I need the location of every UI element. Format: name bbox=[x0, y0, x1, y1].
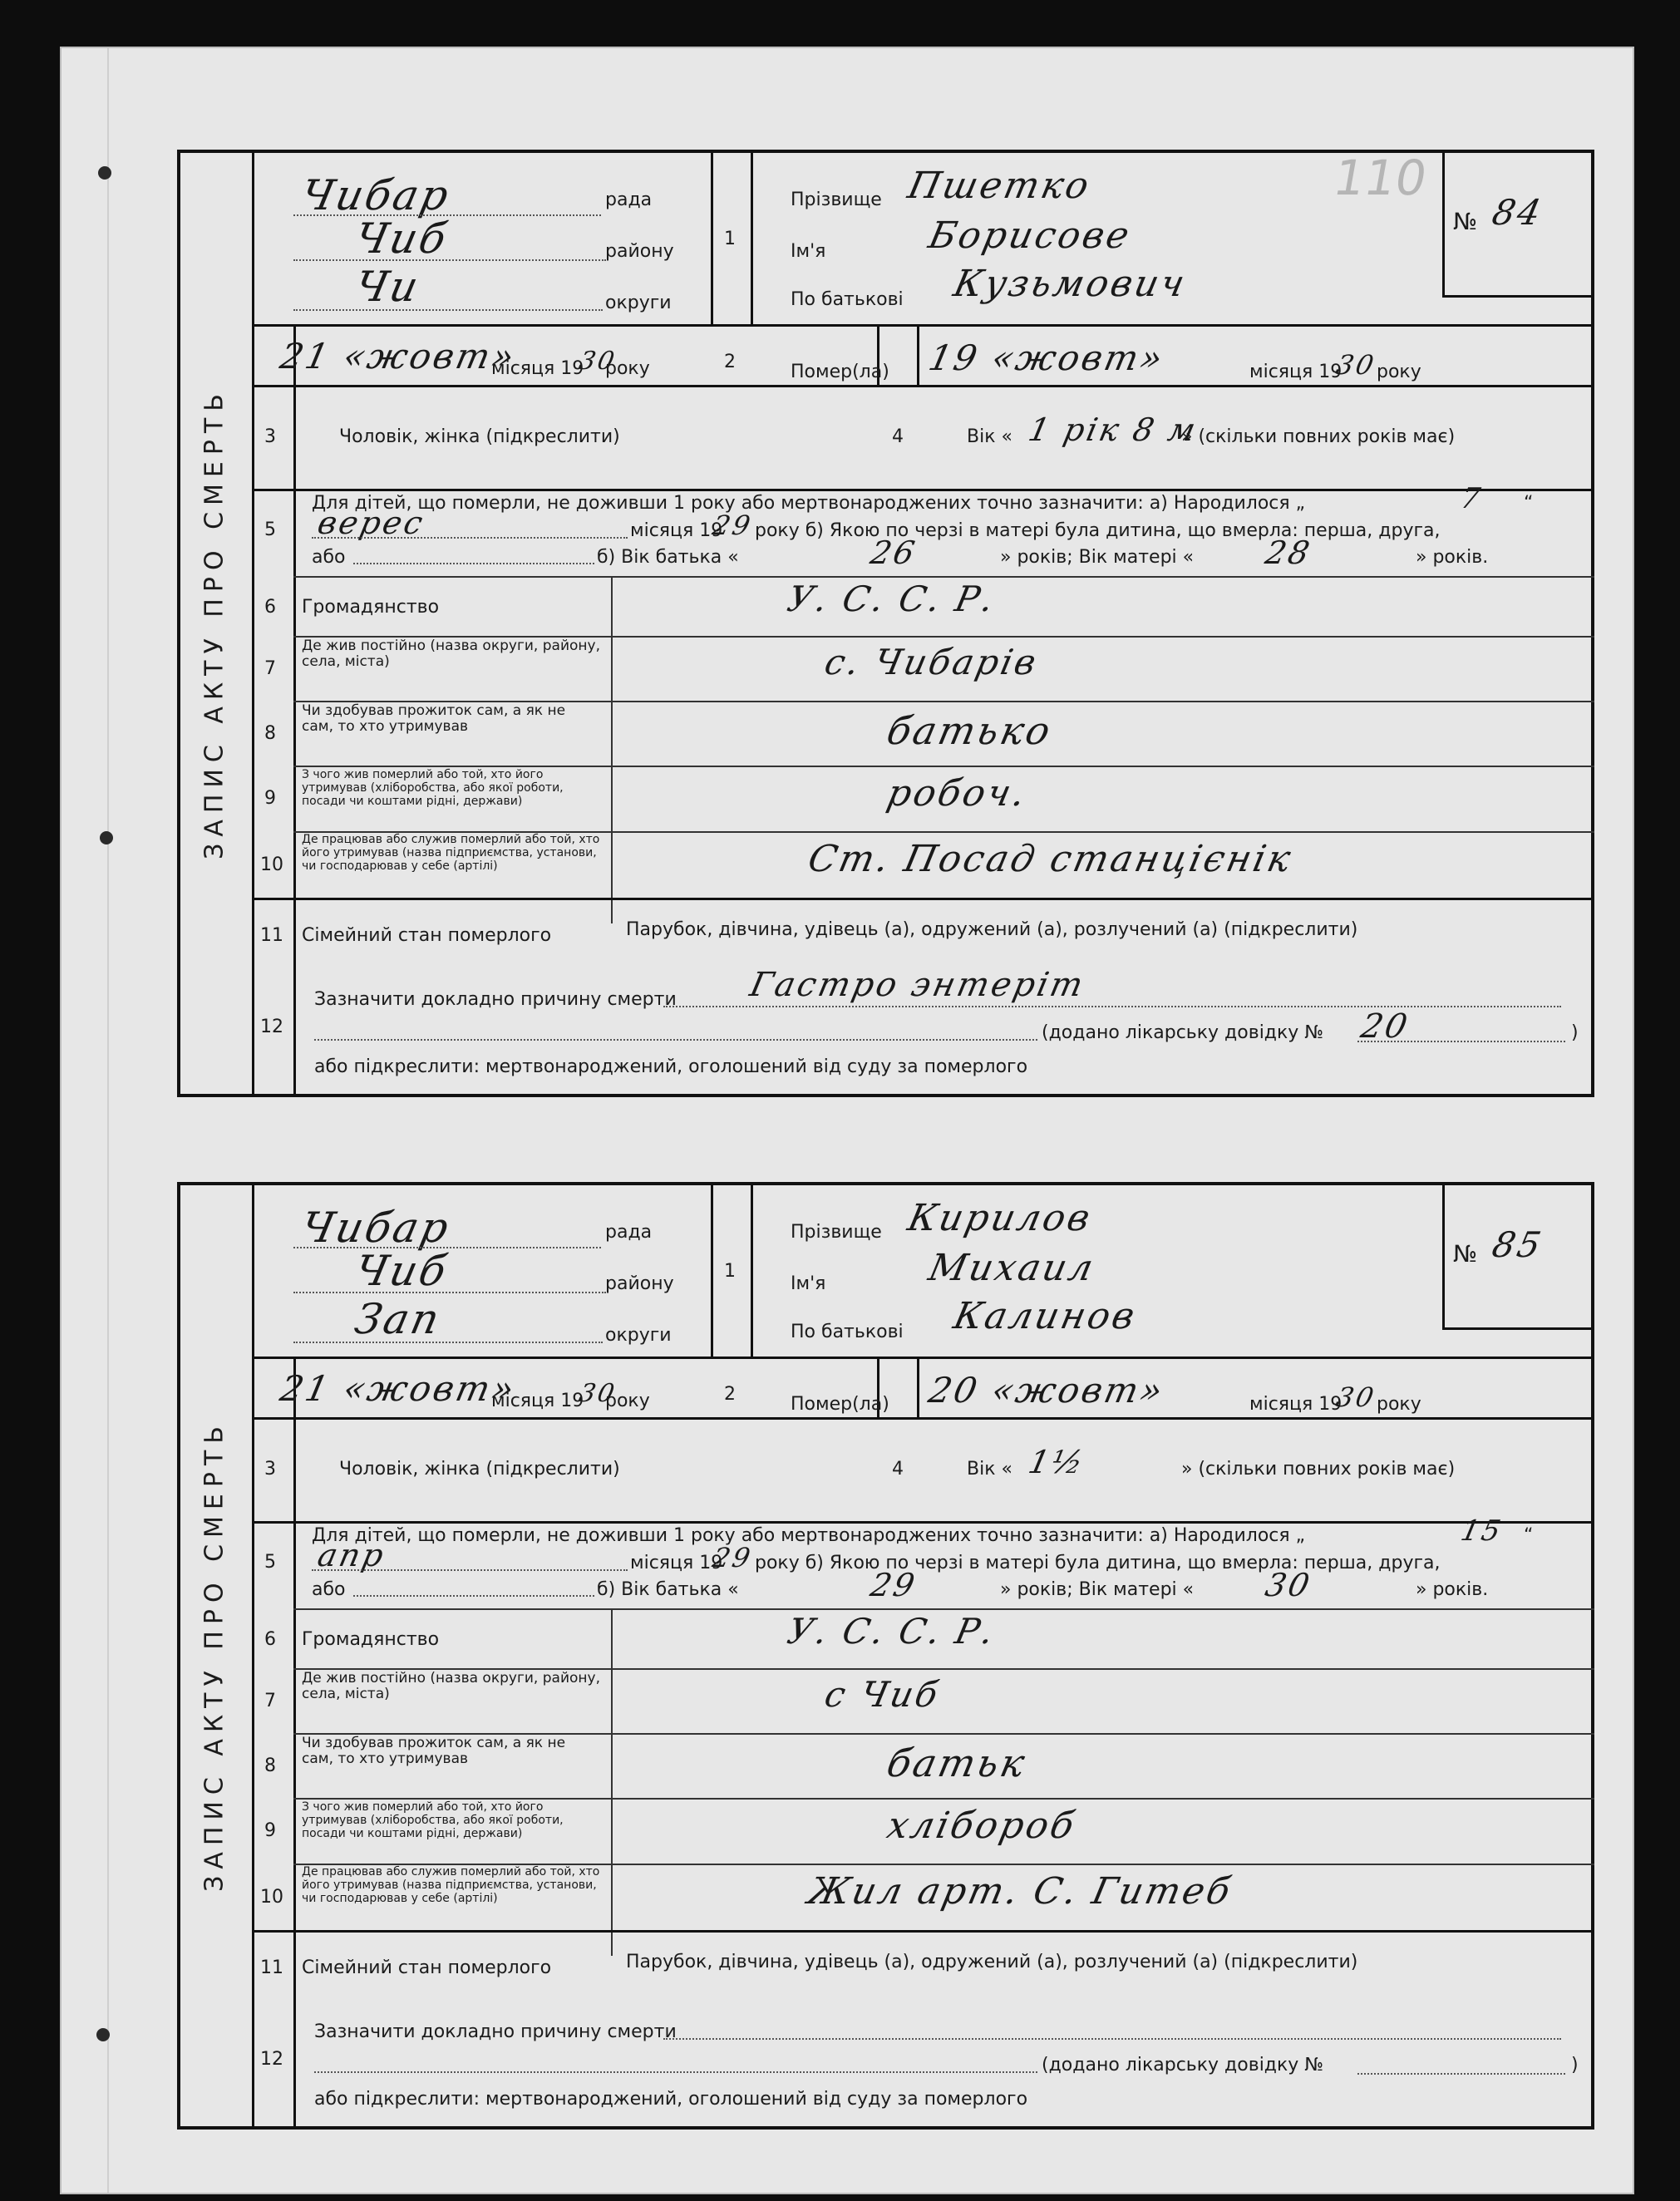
sex-label: Чоловік, жінка (підкреслити) bbox=[339, 1459, 620, 1480]
fill-in-line bbox=[293, 1342, 603, 1343]
row-number: 10 bbox=[260, 854, 283, 875]
okrugy-label: округи bbox=[605, 293, 672, 313]
side-title-text: ЗАПИС АКТУ ПРО СМЕРТЬ bbox=[200, 1420, 229, 1892]
age-value: 1 рік 8 м bbox=[1025, 411, 1201, 448]
residence-value: с Чиб bbox=[820, 1674, 944, 1715]
row-number: 6 bbox=[264, 597, 276, 618]
row-number: 11 bbox=[260, 1957, 283, 1978]
died-label: Помер(ла) bbox=[791, 1394, 889, 1415]
table-rule bbox=[293, 576, 1594, 578]
table-rule bbox=[711, 150, 713, 324]
fill-in-line bbox=[663, 2038, 1561, 2040]
support-label: Чи здобував прожиток сам, а як не сам, то хто утримував bbox=[302, 702, 566, 735]
livelihood-label: З чого жив померлий або той, хто його утримував (хліборобства, або якої роботи, посади чи коштами рідні, держави) bbox=[302, 1800, 564, 1840]
support-value: батько bbox=[883, 708, 1057, 753]
patronymic-value: Кузьмович bbox=[949, 263, 1191, 305]
fill-in-line bbox=[312, 537, 628, 539]
livelihood-value: хлібороб bbox=[883, 1805, 1081, 1847]
workplace-value: Жил арт. С. Гитеб bbox=[804, 1870, 1237, 1913]
support-value: батьк bbox=[883, 1741, 1032, 1785]
certificate-label: (додано лікарську довідку № bbox=[1042, 2055, 1324, 2075]
row-number: 3 bbox=[264, 426, 276, 447]
death-year-label: року bbox=[1377, 362, 1421, 382]
fill-in-line bbox=[314, 2071, 1037, 2073]
table-rule bbox=[293, 324, 296, 1097]
death-year: 30 bbox=[1333, 1381, 1379, 1413]
mother-age-tail: » років. bbox=[1416, 1579, 1489, 1600]
table-rule bbox=[252, 1182, 254, 2130]
certificate-label: (додано лікарську довідку № bbox=[1042, 1022, 1324, 1043]
fill-in-line bbox=[293, 259, 606, 261]
age-label: Вік « bbox=[967, 426, 1012, 447]
fill-in-line bbox=[293, 1292, 606, 1293]
table-rule bbox=[252, 489, 1594, 491]
fill-in-line bbox=[312, 1569, 628, 1571]
row-number: 1 bbox=[724, 229, 736, 249]
child-note-line2: року б) Якою по черзі в матері була дитина, що вмерла: перша, друга, bbox=[755, 520, 1441, 541]
citizenship-value: У. С. С. Р. bbox=[783, 579, 1000, 619]
row-number: 7 bbox=[264, 1691, 276, 1711]
support-label: Чи здобував прожиток сам, а як не сам, то хто утримував bbox=[302, 1735, 566, 1767]
born-year: 29 bbox=[709, 1542, 756, 1573]
born-month: верес bbox=[314, 505, 429, 541]
death-year-label: року bbox=[1377, 1394, 1421, 1415]
table-rule bbox=[293, 1357, 296, 2130]
row-number: 11 bbox=[260, 925, 283, 946]
table-rule bbox=[711, 1182, 713, 1357]
row-number: 6 bbox=[264, 1629, 276, 1650]
residence-label: Де жив постійно (назва округи, району, села, міста) bbox=[302, 638, 600, 670]
died-label: Помер(ла) bbox=[791, 362, 889, 382]
child-note-line2: року б) Якою по черзі в матері була дитина, що вмерла: перша, друга, bbox=[755, 1553, 1441, 1573]
record-number-value: 84 bbox=[1488, 192, 1547, 233]
livelihood-value: робоч. bbox=[883, 772, 1032, 815]
rayonu-label: району bbox=[605, 241, 674, 262]
surname-label: Прізвище bbox=[791, 190, 882, 210]
okruha-value: Чи bbox=[350, 263, 426, 311]
mother-age-tail: » років. bbox=[1416, 547, 1489, 568]
death-record-1 bbox=[177, 150, 1594, 1097]
surname-value: Пшетко bbox=[904, 165, 1096, 207]
name-label: Ім'я bbox=[791, 1273, 826, 1294]
table-rule bbox=[917, 324, 919, 385]
child-note-or: або bbox=[312, 1579, 346, 1600]
table-rule bbox=[1442, 1327, 1594, 1330]
record-side-title bbox=[177, 1182, 252, 2130]
surname-value: Кирилов bbox=[904, 1197, 1096, 1239]
table-rule bbox=[751, 1182, 753, 1357]
registration-year: 30 bbox=[576, 1379, 620, 1408]
punch-hole bbox=[96, 2028, 110, 2041]
table-rule bbox=[252, 1357, 711, 1359]
residence-label: Де жив постійно (назва округи, району, села, міста) bbox=[302, 1670, 600, 1702]
marital-options: Парубок, дівчина, удівець (а), одружений (а), розлучений (а) (підкреслити) bbox=[626, 1952, 1358, 1972]
reg-year-label: року bbox=[605, 358, 650, 379]
table-rule bbox=[611, 1608, 613, 1956]
age-value: 1½ bbox=[1025, 1444, 1089, 1480]
age-label: Вік « bbox=[967, 1459, 1012, 1480]
record-number-label: № bbox=[1453, 1240, 1478, 1268]
row-number: 1 bbox=[724, 1261, 736, 1282]
table-rule bbox=[252, 898, 1594, 900]
table-rule bbox=[293, 1608, 1594, 1610]
mother-age: 30 bbox=[1262, 1567, 1316, 1603]
row-number: 12 bbox=[260, 1017, 283, 1037]
table-rule bbox=[1442, 1182, 1445, 1327]
table-rule bbox=[252, 1417, 1594, 1420]
reg-month-label: місяця 19 bbox=[491, 1391, 584, 1411]
form-text: ) bbox=[1571, 1022, 1579, 1043]
father-age: 29 bbox=[867, 1567, 921, 1603]
patronymic-label: По батькові bbox=[791, 1322, 904, 1342]
pencil-sheet-number: 110 bbox=[1329, 150, 1431, 206]
rayon-value: Чиб bbox=[350, 214, 453, 263]
table-rule bbox=[917, 1357, 919, 1417]
mother-age-label: » років; Вік матері « bbox=[1000, 547, 1195, 568]
punch-hole bbox=[100, 831, 113, 844]
child-note-line1: Для дітей, що померли, не доживши 1 року або мертвонароджених точно зазначити: а) Народилося „ bbox=[312, 1525, 1306, 1546]
row-number: 3 bbox=[264, 1459, 276, 1480]
fill-in-line bbox=[353, 1595, 594, 1597]
table-rule bbox=[293, 1798, 1594, 1800]
rayon-value: Чиб bbox=[350, 1247, 453, 1295]
row-number: 5 bbox=[264, 1552, 276, 1573]
table-rule bbox=[1442, 150, 1445, 295]
age-hint: » (скільки повних років має) bbox=[1181, 426, 1456, 447]
table-rule bbox=[252, 1930, 1594, 1933]
fill-in-line bbox=[353, 563, 594, 564]
workplace-label: Де працював або служив померлий або той, хто його утримував (назва підприємства, установи, чи господарював у себе (артілі) bbox=[302, 1865, 600, 1905]
child-note-month-label: місяця 19 bbox=[630, 520, 723, 541]
registration-date: 21 «жовт» bbox=[276, 1368, 520, 1409]
row-number: 5 bbox=[264, 519, 276, 540]
form-text: “ bbox=[1524, 493, 1534, 514]
citizenship-value: У. С. С. Р. bbox=[783, 1611, 1000, 1652]
form-text: ) bbox=[1571, 2055, 1579, 2075]
born-day: 7 bbox=[1457, 482, 1485, 515]
workplace-label: Де працював або служив померлий або той, хто його утримував (назва підприємства, установи, чи господарював у себе (артілі) bbox=[302, 833, 600, 873]
death-month-label: місяця 19 bbox=[1249, 362, 1343, 382]
marital-label: Сімейний стан померлого bbox=[302, 925, 552, 946]
born-month: апр bbox=[314, 1537, 390, 1573]
row-number: 4 bbox=[892, 426, 904, 447]
name-value: Борисове bbox=[924, 214, 1136, 257]
death-year: 30 bbox=[1333, 349, 1379, 381]
row-number: 9 bbox=[264, 1820, 276, 1841]
child-note-or: або bbox=[312, 547, 346, 568]
name-value: Михаил bbox=[924, 1247, 1100, 1289]
father-age: 26 bbox=[867, 534, 921, 571]
rada-label: рада bbox=[605, 1222, 653, 1243]
death-date: 19 «жовт» bbox=[924, 337, 1169, 378]
fill-in-line bbox=[314, 1039, 1037, 1041]
patronymic-label: По батькові bbox=[791, 289, 904, 310]
stillborn-note: або підкреслити: мертвонароджений, оголошений від суду за померлого bbox=[314, 2089, 1028, 2110]
sex-label: Чоловік, жінка (підкреслити) bbox=[339, 426, 620, 447]
marital-label: Сімейний стан померлого bbox=[302, 1957, 552, 1978]
registration-date: 21 «жовт» bbox=[276, 336, 520, 377]
fill-in-line bbox=[1357, 1041, 1565, 1042]
death-record-2 bbox=[177, 1182, 1594, 2130]
side-title-text: ЗАПИС АКТУ ПРО СМЕРТЬ bbox=[200, 387, 229, 859]
rada-value: Чибар bbox=[296, 171, 456, 219]
row-number: 2 bbox=[724, 352, 736, 372]
stillborn-note: або підкреслити: мертвонароджений, оголошений від суду за померлого bbox=[314, 1056, 1028, 1077]
okrugy-label: округи bbox=[605, 1325, 672, 1346]
workplace-value: Ст. Посад станцієнік bbox=[804, 838, 1297, 880]
father-age-label: б) Вік батька « bbox=[597, 1579, 739, 1600]
rada-label: рада bbox=[605, 190, 653, 210]
cause-value: Гастро энтеріт bbox=[746, 966, 1089, 1004]
row-number: 4 bbox=[892, 1459, 904, 1480]
fill-in-line bbox=[1357, 2073, 1565, 2075]
age-hint: » (скільки повних років має) bbox=[1181, 1459, 1456, 1480]
child-note-month-label: місяця 19 bbox=[630, 1553, 723, 1573]
row-number: 8 bbox=[264, 723, 276, 744]
table-rule bbox=[252, 150, 254, 1097]
registration-year: 30 bbox=[576, 347, 620, 376]
form-text: “ bbox=[1524, 1525, 1534, 1546]
certificate-number: 20 bbox=[1357, 1007, 1413, 1046]
okruha-value: Зап bbox=[350, 1295, 446, 1343]
child-note-line1: Для дітей, що померли, не доживши 1 року або мертвонароджених точно зазначити: а) Народилося „ bbox=[312, 493, 1306, 514]
death-month-label: місяця 19 bbox=[1249, 1394, 1343, 1415]
table-rule bbox=[711, 1357, 1594, 1359]
table-rule bbox=[711, 324, 1594, 327]
patronymic-value: Калинов bbox=[949, 1295, 1141, 1337]
table-rule bbox=[293, 766, 1594, 767]
name-label: Ім'я bbox=[791, 241, 826, 262]
reg-month-label: місяця 19 bbox=[491, 358, 584, 379]
row-number: 12 bbox=[260, 2049, 283, 2070]
fill-in-line bbox=[293, 309, 603, 311]
rada-value: Чибар bbox=[296, 1204, 456, 1252]
marital-options: Парубок, дівчина, удівець (а), одружений (а), розлучений (а) (підкреслити) bbox=[626, 919, 1358, 940]
citizenship-label: Громадянство bbox=[302, 597, 440, 618]
punch-hole bbox=[98, 166, 111, 180]
row-number: 10 bbox=[260, 1887, 283, 1908]
table-rule bbox=[252, 1521, 1594, 1524]
death-date: 20 «жовт» bbox=[924, 1370, 1169, 1411]
table-rule bbox=[1442, 295, 1594, 298]
mother-age-label: » років; Вік матері « bbox=[1000, 1579, 1195, 1600]
row-number: 2 bbox=[724, 1384, 736, 1405]
table-rule bbox=[751, 150, 753, 324]
father-age-label: б) Вік батька « bbox=[597, 547, 739, 568]
citizenship-label: Громадянство bbox=[302, 1629, 440, 1650]
fill-in-line bbox=[663, 1006, 1561, 1007]
cause-label: Зазначити докладно причину смерти bbox=[314, 989, 677, 1010]
reg-year-label: року bbox=[605, 1391, 650, 1411]
record-side-title bbox=[177, 150, 252, 1097]
livelihood-label: З чого жив померлий або той, хто його утримував (хліборобства, або якої роботи, посади чи коштами рідні, держави) bbox=[302, 768, 564, 808]
born-year: 29 bbox=[709, 510, 756, 541]
table-rule bbox=[252, 385, 1594, 387]
table-rule bbox=[252, 324, 711, 327]
rayonu-label: району bbox=[605, 1273, 674, 1294]
residence-value: с. Чибарів bbox=[820, 642, 1042, 682]
row-number: 8 bbox=[264, 1755, 276, 1776]
record-number-label: № bbox=[1453, 208, 1478, 235]
row-number: 7 bbox=[264, 658, 276, 679]
cause-label: Зазначити докладно причину смерти bbox=[314, 2021, 677, 2042]
born-day: 15 bbox=[1457, 1514, 1506, 1548]
surname-label: Прізвище bbox=[791, 1222, 882, 1243]
mother-age: 28 bbox=[1262, 534, 1316, 571]
table-rule bbox=[611, 576, 613, 923]
row-number: 9 bbox=[264, 788, 276, 809]
record-number-value: 85 bbox=[1488, 1224, 1547, 1265]
